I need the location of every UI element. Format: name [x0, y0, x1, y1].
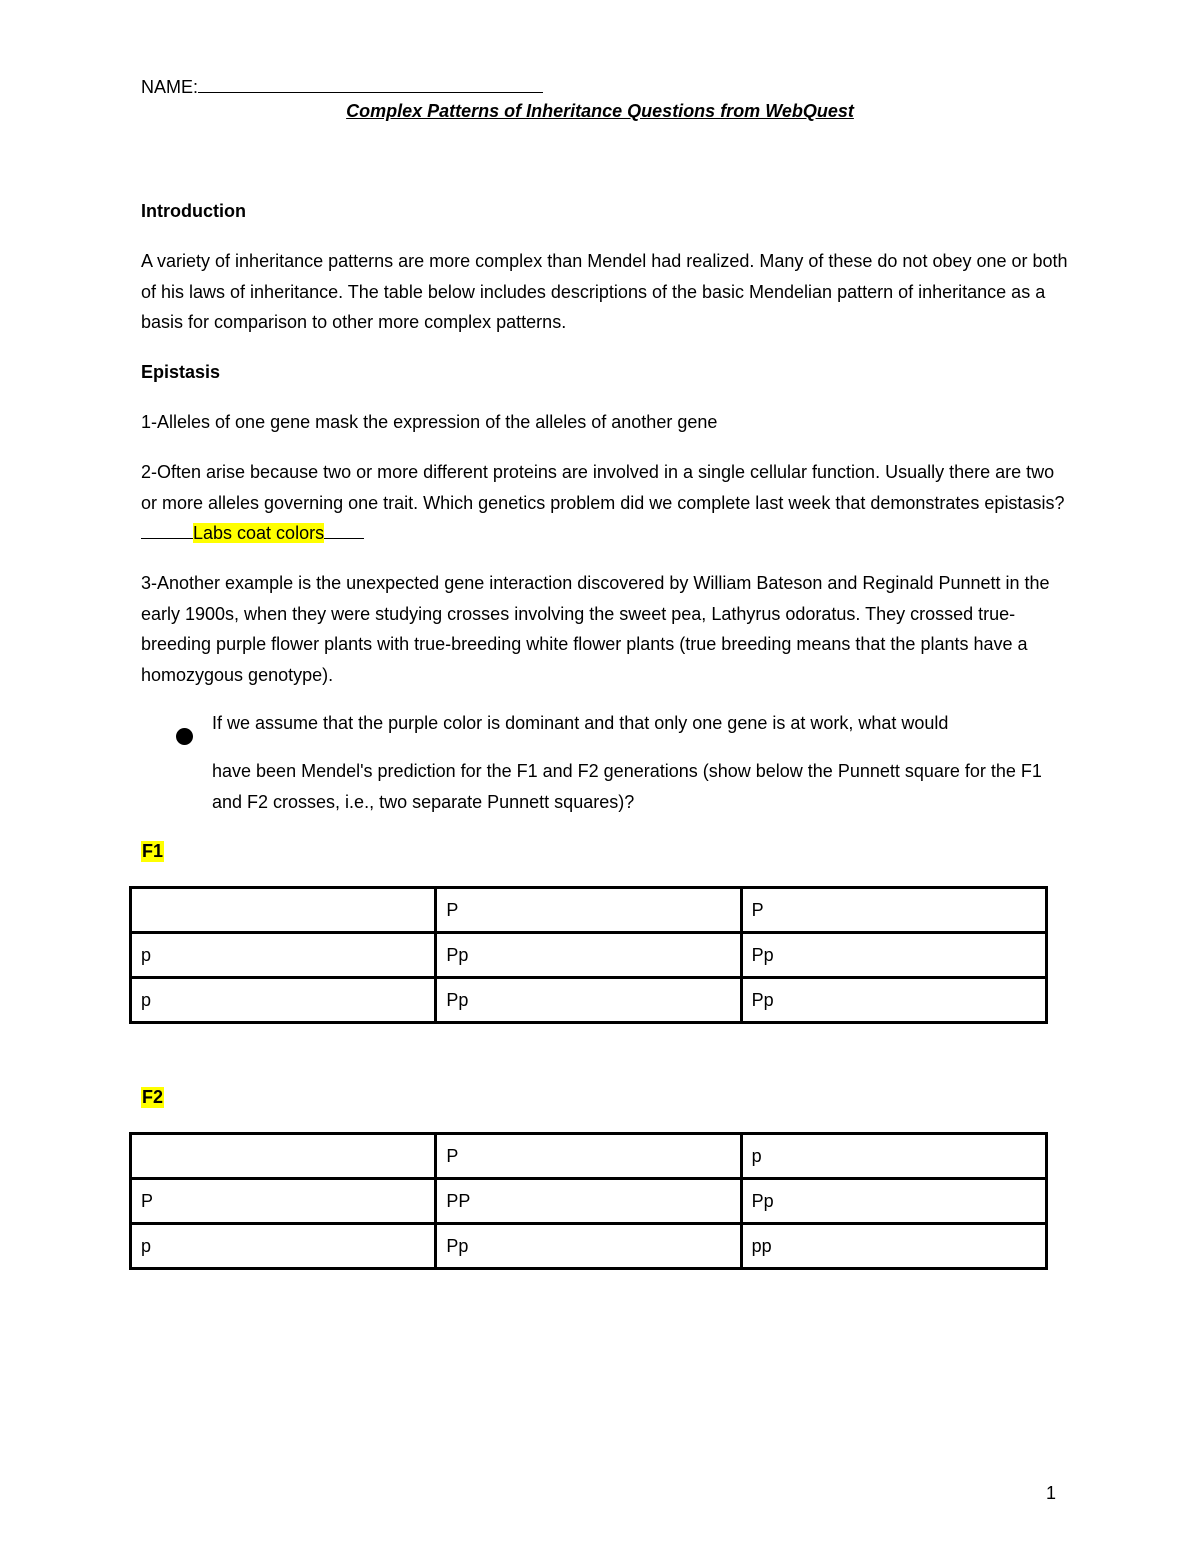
epistasis-answer: Labs coat colors [193, 523, 325, 543]
introduction-text: A variety of inheritance patterns are more complex than Mendel had realized. Many of these do not obey one or both of his laws of inheritance. The table below includes descriptions of the basic Mendelian pattern of inheritance as a basis for comparison to other more complex patterns. [141, 251, 1068, 332]
table-cell[interactable]: Pp [741, 978, 1046, 1023]
table-cell[interactable]: pp [741, 1224, 1046, 1269]
table-cell[interactable]: Pp [436, 933, 741, 978]
table-cell[interactable]: p [131, 978, 436, 1023]
epistasis-item-2 [141, 457, 1071, 549]
epistasis-heading: Epistasis [141, 362, 221, 382]
f1-label: F1 [142, 841, 164, 861]
bullet-question-line-2: have been Mendel's prediction for the F1 and F2 generations (show below the Punnett square for the F1 and F2 crosses, i.e., two separate Punnett squares)? [212, 761, 1042, 812]
table-cell[interactable]: p [741, 1134, 1046, 1179]
table-cell[interactable]: Pp [436, 1224, 741, 1269]
f2-punnett-square [129, 1132, 1048, 1270]
name-blank[interactable] [198, 74, 543, 93]
name-label: NAME: [141, 77, 199, 97]
table-cell[interactable]: p [131, 1224, 436, 1269]
f1-punnett-square [129, 886, 1048, 1024]
table-cell[interactable] [131, 888, 436, 933]
answer-blank-right [324, 520, 364, 539]
table-row [131, 933, 1047, 978]
epistasis-item-3: 3-Another example is the unexpected gene interaction discovered by William Bateson and Reginald Punnett in the early 1900s, when they were studying crosses involving the sweet pea, Lathyrus odoratus. They crossed true-breeding purple flower plants with true-breeding white flower plants (true breeding means that the plants have a homozygous genotype). [141, 573, 1050, 685]
table-row [131, 1224, 1047, 1269]
f2-label: F2 [142, 1087, 164, 1107]
epistasis-item-1: 1-Alleles of one gene mask the expression of the alleles of another gene [141, 412, 718, 432]
table-row [131, 888, 1047, 933]
table-cell[interactable]: P [436, 1134, 741, 1179]
table-cell[interactable]: P [741, 888, 1046, 933]
table-cell[interactable]: P [131, 1179, 436, 1224]
table-row [131, 978, 1047, 1023]
table-cell[interactable]: Pp [436, 978, 741, 1023]
answer-blank-left [141, 520, 193, 539]
introduction-heading: Introduction [141, 201, 246, 221]
table-cell[interactable]: Pp [741, 933, 1046, 978]
table-cell[interactable]: PP [436, 1179, 741, 1224]
table-cell[interactable]: Pp [741, 1179, 1046, 1224]
table-cell[interactable] [131, 1134, 436, 1179]
name-field [141, 74, 543, 98]
document-title: Complex Patterns of Inheritance Questions from WebQuest [346, 101, 854, 121]
table-cell[interactable]: p [131, 933, 436, 978]
table-cell[interactable]: P [436, 888, 741, 933]
bullet-icon [176, 728, 193, 745]
epistasis-item-2-text: 2-Often arise because two or more different proteins are involved in a single cellular function. Usually there are two or more alleles governing one trait. Which genetics problem did we complete last week that demonstrates epistasis? [141, 462, 1065, 513]
page-number: 1 [1046, 1483, 1057, 1503]
bullet-question-line-1: If we assume that the purple color is dominant and that only one gene is at work, what would [212, 713, 949, 733]
table-row [131, 1134, 1047, 1179]
table-row [131, 1179, 1047, 1224]
